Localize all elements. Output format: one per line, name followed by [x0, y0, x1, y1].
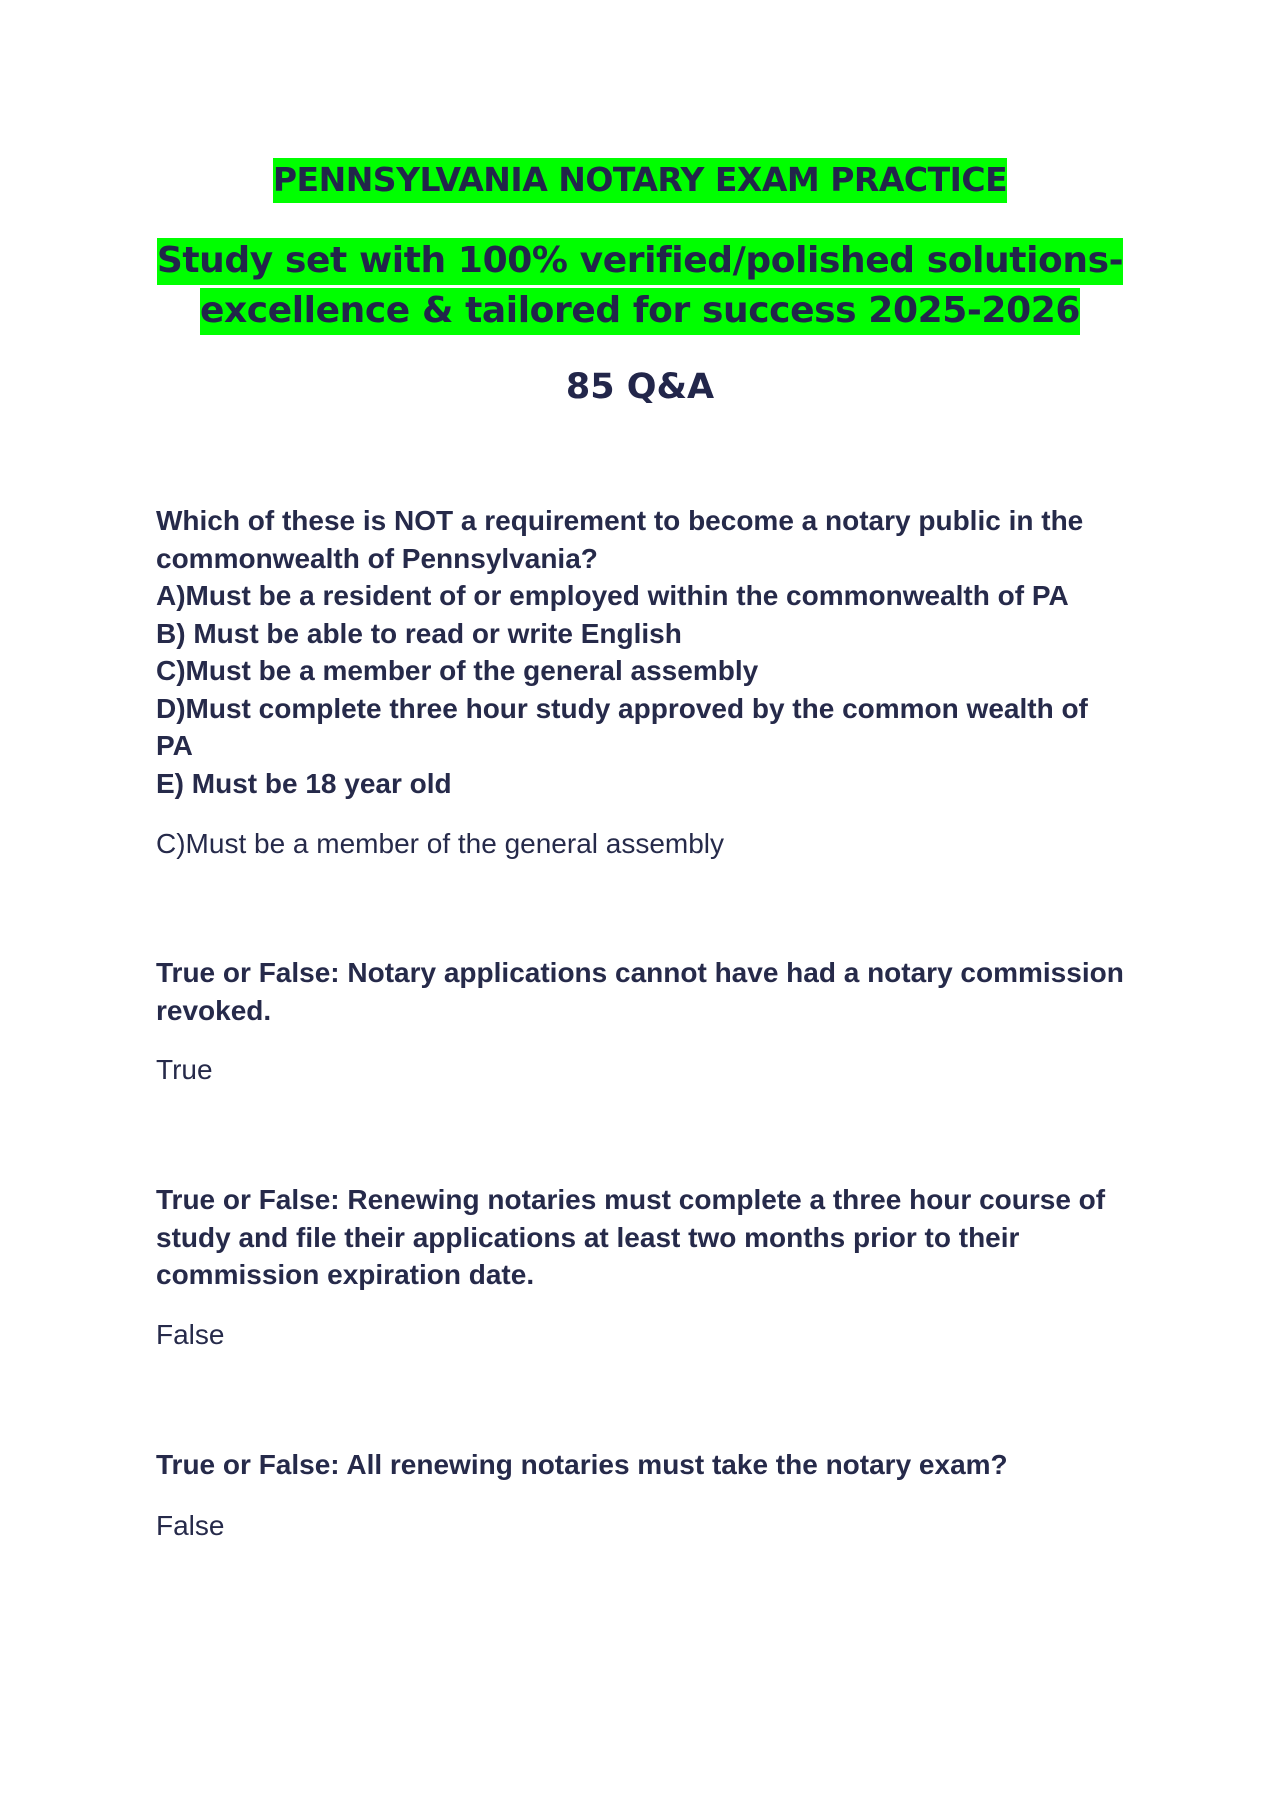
question-text — [156, 1181, 1146, 1294]
subtitle-line-1: Study set with 100% verified/polished solutions- — [157, 238, 1123, 285]
question-line: commonwealth of Pennsylvania? — [156, 542, 598, 574]
answer-text: True — [156, 1054, 213, 1085]
document-title — [0, 158, 1280, 202]
answer-text: False — [156, 1510, 225, 1541]
question-text — [156, 954, 1146, 1029]
title-highlight: PENNSYLVANIA NOTARY EXAM PRACTICE — [273, 158, 1007, 203]
question-block — [156, 1446, 1146, 1541]
option-c: C)Must be a member of the general assembly — [156, 655, 759, 686]
answer-text: C)Must be a member of the general assembly — [156, 828, 725, 859]
question-line: study and file their applications at least two months prior to their — [156, 1221, 1020, 1253]
question-line: Which of these is NOT a requirement to become a notary public in the — [156, 505, 1084, 536]
question-line: commission expiration date. — [156, 1259, 535, 1290]
document-subtitle — [0, 236, 1280, 336]
option-b: B) Must be able to read or write English — [156, 617, 682, 649]
question-line: revoked. — [156, 994, 272, 1026]
question-block — [156, 1181, 1146, 1350]
option-e: E) Must be 18 year old — [156, 767, 452, 799]
option-a: A)Must be a resident of or employed within the commonwealth of PA — [156, 580, 1069, 611]
option-d: D)Must complete three hour study approved by the common wealth of — [156, 692, 1088, 724]
question-text — [156, 1446, 1146, 1484]
option-d-continued: PA — [156, 730, 193, 761]
question-text — [156, 502, 1146, 802]
question-block — [156, 954, 1146, 1085]
subtitle-line-2: excellence & tailored for success 2025-2026 — [200, 288, 1080, 335]
question-line: True or False: All renewing notaries must take the notary exam? — [156, 1449, 1008, 1480]
question-count: 85 Q&A — [565, 367, 715, 407]
answer-text: False — [156, 1319, 225, 1350]
question-line: True or False: Notary applications cannot have had a notary commission — [156, 957, 1124, 988]
question-block — [156, 502, 1146, 859]
question-line: True or False: Renewing notaries must complete a three hour course of — [156, 1184, 1106, 1215]
